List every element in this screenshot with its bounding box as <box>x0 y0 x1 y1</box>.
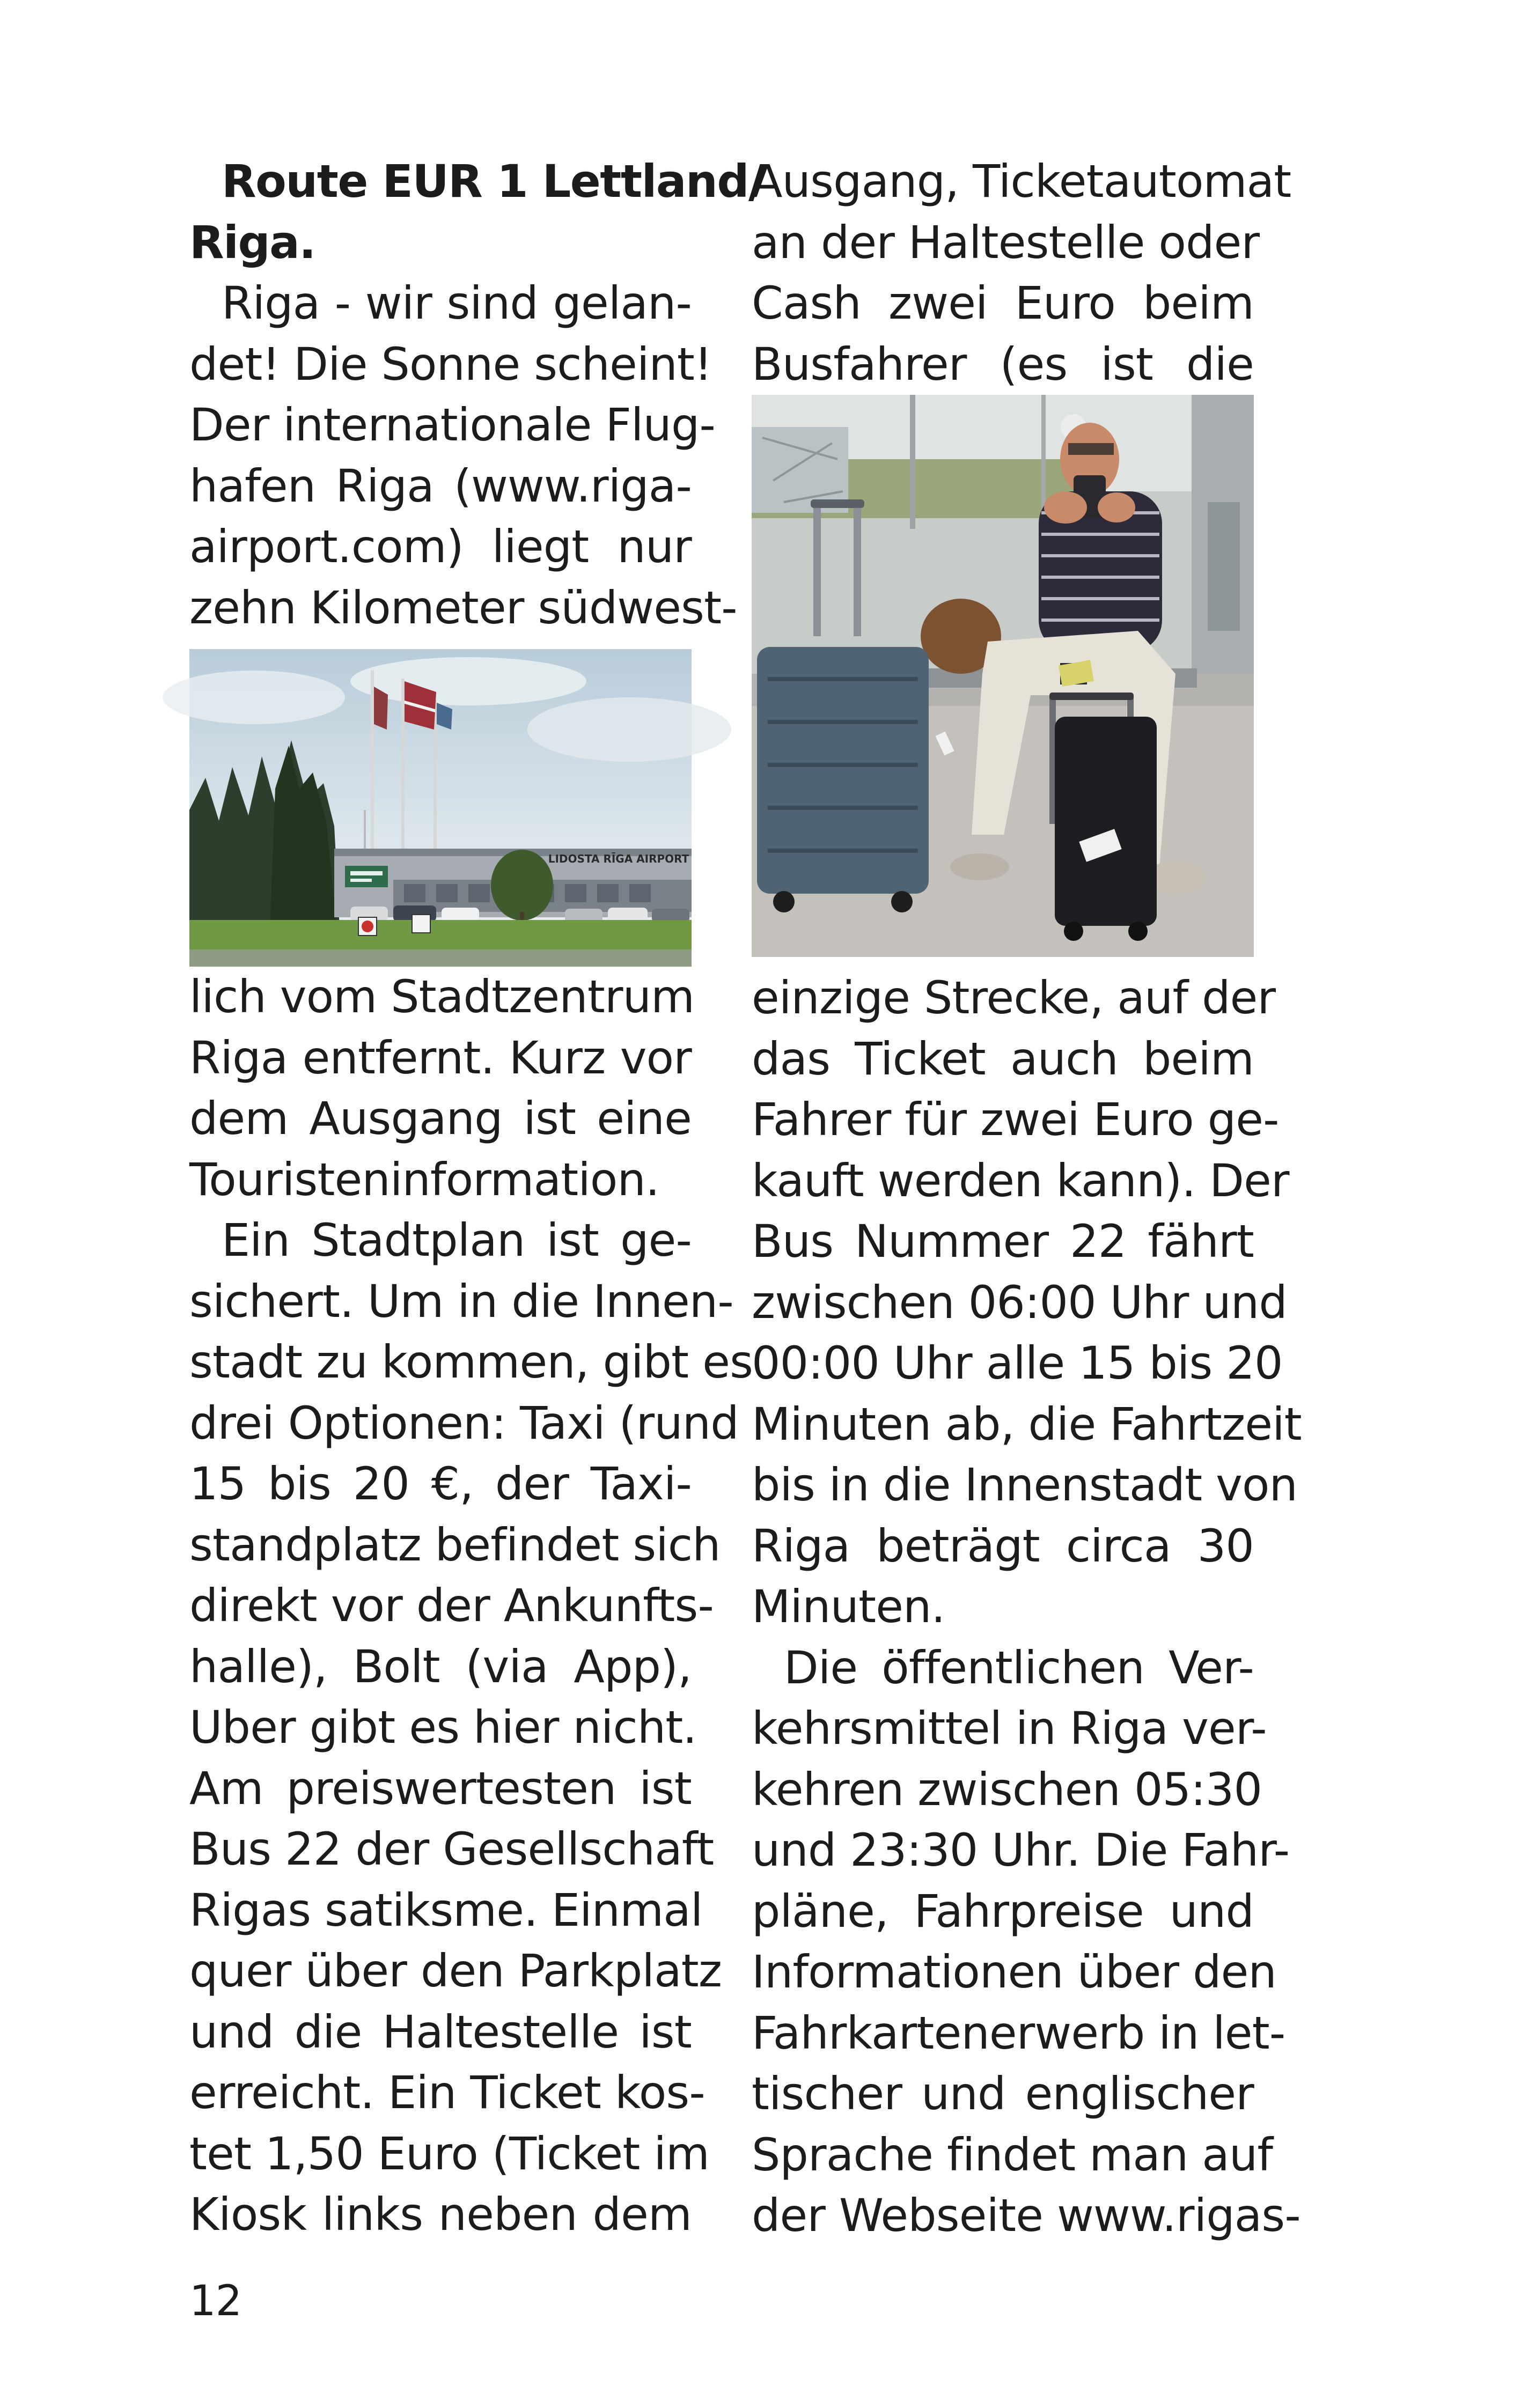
text-line: Busfahrer (es ist die <box>752 337 1254 391</box>
text-line: Der internationale Flug- <box>189 399 715 451</box>
text-line: Kiosk links neben dem <box>189 2188 692 2241</box>
text-line: zehn Kilometer südwest- <box>189 581 737 634</box>
text-line: Sprache findet man auf <box>752 2128 1273 2181</box>
text-line: Ein Stadtplan ist ge- <box>222 1214 692 1266</box>
text-line: 15 bis 20 €, der Taxi- <box>189 1457 692 1510</box>
text-line: sichert. Um in die Innen- <box>189 1275 733 1328</box>
text-line: tet 1,50 Euro (Ticket im <box>189 2127 710 2180</box>
text-line: zwischen 06:00 Uhr und <box>752 1276 1287 1329</box>
article-heading-line-2: Riga. <box>189 216 315 269</box>
right-column <box>752 151 1302 2247</box>
text-line: kauft werden kann). Der <box>752 1154 1289 1207</box>
text-line: quer über den Parkplatz <box>189 1945 722 1997</box>
text-line: dem Ausgang ist eine <box>189 1092 692 1145</box>
text-line: stadt zu kommen, gibt es <box>189 1336 753 1388</box>
text-line: Uber gibt es hier nicht. <box>189 1701 697 1754</box>
bus-stop-photo <box>752 395 1254 957</box>
text-line: Rigas satiksme. Einmal <box>189 1883 703 1936</box>
text-line: kehren zwischen 05:30 <box>752 1763 1262 1816</box>
text-line: hafen Riga (www.riga- <box>189 459 692 512</box>
riga-airport-photo <box>189 649 692 967</box>
text-line: Cash zwei Euro beim <box>752 277 1254 329</box>
article-heading-line-1: Route EUR 1 Lettland/ <box>222 155 765 208</box>
text-line: Die öffentlichen Ver- <box>784 1641 1254 1694</box>
text-line: der Webseite www.rigas- <box>752 2189 1300 2242</box>
bus-stop-illustration <box>752 395 1254 957</box>
text-line: direkt vor der Ankunfts- <box>189 1579 714 1632</box>
text-line: Informationen über den <box>752 1946 1276 1998</box>
text-line: det! Die Sonne scheint! <box>189 337 712 391</box>
text-line: das Ticket auch beim <box>752 1032 1254 1085</box>
text-line: Touristeninformation. <box>189 1153 659 1206</box>
text-line: Bus Nummer 22 fährt <box>752 1215 1254 1268</box>
text-line: Bus 22 der Gesellschaft <box>189 1823 714 1875</box>
text-line: Riga beträgt circa 30 <box>752 1519 1254 1572</box>
airport-illustration <box>189 649 692 967</box>
text-line: an der Haltestelle oder <box>752 216 1260 269</box>
airport-sign <box>345 866 388 887</box>
text-line: 00:00 Uhr alle 15 bis 20 <box>752 1337 1283 1389</box>
text-line: einzige Strecke, auf der <box>752 971 1276 1024</box>
text-line: Ausgang, Ticketautomat <box>752 155 1291 208</box>
text-line: airport.com) liegt nur <box>189 520 692 573</box>
text-line: Am preiswertesten ist <box>189 1762 692 1815</box>
page-number: 12 <box>189 2277 242 2325</box>
text-line: standplatz befindet sich <box>189 1518 721 1571</box>
text-line: drei Optionen: Taxi (rund <box>189 1396 739 1449</box>
road-sign-icon <box>412 915 430 933</box>
text-line: kehrsmittel in Riga ver- <box>752 1702 1267 1755</box>
airport-sign-text: LIDOSTA RĪGA AIRPORT <box>548 852 689 865</box>
text-line: pläne, Fahrpreise und <box>752 1884 1254 1938</box>
text-line: Riga - wir sind gelan- <box>222 277 692 329</box>
text-line: lich vom Stadtzentrum <box>189 970 695 1023</box>
text-line: halle), Bolt (via App), <box>189 1640 692 1693</box>
text-line: Minuten ab, die Fahrtzeit <box>752 1397 1302 1450</box>
text-line: Fahrer für zwei Euro ge- <box>752 1093 1279 1146</box>
text-line: und die Haltestelle ist <box>189 2005 692 2058</box>
text-line: erreicht. Ein Ticket kos- <box>189 2066 705 2119</box>
text-line: und 23:30 Uhr. Die Fahr- <box>752 1824 1290 1876</box>
left-column <box>189 151 765 2245</box>
text-line: tischer und englischer <box>752 2067 1254 2120</box>
text-line: Fahrkartenerwerb in let- <box>752 2006 1285 2059</box>
text-line: bis in die Innenstadt von <box>752 1459 1298 1511</box>
text-line: Riga entfernt. Kurz vor <box>189 1031 692 1084</box>
text-line: Minuten. <box>752 1580 945 1633</box>
tree <box>491 850 553 921</box>
